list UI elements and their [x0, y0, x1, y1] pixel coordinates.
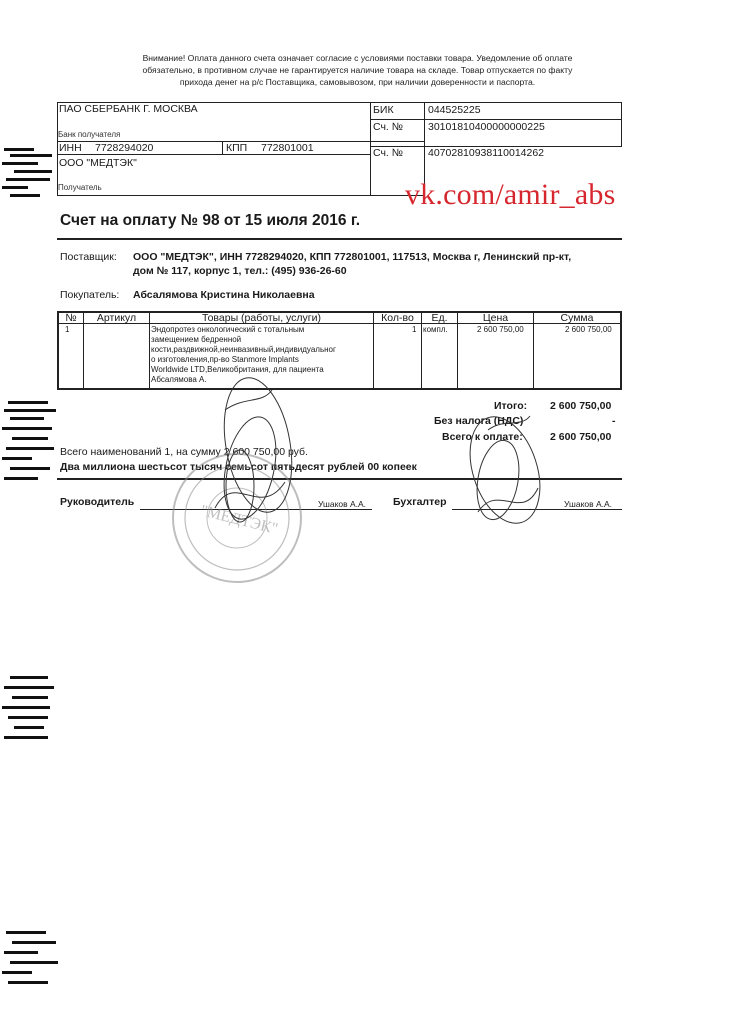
kpp-value: 772801001 — [261, 142, 314, 154]
notice-line-2: обязательно, в противном случае не гарантируется наличие товара на складе. Товар отпускается по факту — [142, 65, 573, 75]
invoice-title: Счет на оплату № 98 от 15 июля 2016 г. — [60, 212, 361, 229]
director-signature — [215, 372, 302, 523]
scan-smudge-middle — [0, 395, 60, 485]
supplier-line-1: ООО "МЕДТЭК", ИНН 7728294020, КПП 772801001, 117513, Москва г, Ленинский пр-кт, — [133, 251, 572, 263]
stamp-text: "МЕДТЭК" — [198, 502, 280, 538]
scan-smudge-bottom — [0, 925, 60, 995]
row-qty: 1 — [412, 325, 417, 334]
col-header-num: № — [65, 312, 77, 324]
inn-label: ИНН — [59, 142, 82, 154]
vat-label: Без налога (НДС) — [434, 415, 524, 427]
row-sum: 2 600 750,00 — [565, 325, 612, 334]
bik-label: БИК — [373, 104, 394, 116]
col-header-price: Цена — [482, 312, 509, 324]
col-header-sum: Сумма — [560, 312, 594, 324]
col-header-goods: Товары (работы, услуги) — [202, 312, 321, 324]
account-label: Сч. № — [373, 147, 404, 159]
corr-account-label: Сч. № — [373, 121, 404, 133]
accountant-name: Ушаков А.А. — [564, 499, 613, 509]
col-header-qty: Кол-во — [381, 312, 414, 324]
director-label: Руководитель — [60, 496, 135, 508]
buyer-name: Абсалямова Кристина Николаевна — [133, 289, 315, 301]
corr-account-value: 30101810400000000225 — [428, 121, 545, 133]
account-value: 40702810938110014262 — [428, 147, 545, 159]
col-header-unit: Ед. — [431, 312, 448, 324]
recipient-name: ООО "МЕДТЭК" — [59, 157, 137, 169]
total-value: 2 600 750,00 — [550, 400, 612, 412]
kpp-label: КПП — [226, 142, 248, 154]
supplier-line-2: дом № 117, корпус 1, тел.: (495) 936-26-60 — [133, 265, 347, 277]
notice-line-1: Внимание! Оплата данного счета означает согласие с условиями поставки товара. Уведомление об оплате — [142, 53, 573, 63]
inn-value: 7728294020 — [95, 142, 154, 154]
items-count-summary: Всего наименований 1, на сумму 2 600 750,00 руб. — [60, 446, 308, 458]
bank-label: Банк получателя — [58, 130, 121, 139]
row-unit: компл. — [423, 325, 448, 334]
notice-line-3: прихода денег на р/с Поставщика, самовывозом, при наличии доверенности и паспорта. — [179, 77, 536, 87]
recipient-label: Получатель — [58, 183, 102, 192]
bik-value: 044525225 — [428, 104, 481, 116]
bank-name: ПАО СБЕРБАНК Г. МОСКВА — [59, 103, 198, 115]
total-label: Итого: — [494, 400, 528, 412]
pay-total-value: 2 600 750,00 — [550, 431, 612, 443]
vat-value: - — [612, 415, 616, 427]
row-price: 2 600 750,00 — [477, 325, 524, 334]
accountant-signature — [458, 408, 553, 532]
buyer-label: Покупатель: — [60, 289, 120, 301]
director-name: Ушаков А.А. — [318, 499, 367, 509]
row-description: Эндопротез онкологический с тотальным замещением бедренной кости,раздвижной,неинвазивный,индивидуальног о изготовления,пр-во Stanmore Implants Worldwide LTD,Великобритания, для пациента Абсалямова А. — [151, 325, 336, 384]
col-header-article: Артикул — [96, 312, 137, 324]
pay-total-label: Всего к оплате: — [442, 431, 523, 443]
scan-smudge-lower — [0, 670, 60, 750]
watermark-text: vk.com/amir_abs — [405, 178, 616, 211]
supplier-label: Поставщик: — [60, 251, 117, 263]
amount-in-words: Два миллиона шестьсот тысяч семьсот пятьдесят рублей 00 копеек — [60, 461, 417, 473]
accountant-label: Бухгалтер — [393, 496, 447, 508]
row-num: 1 — [65, 325, 70, 334]
scan-smudge-top — [0, 140, 60, 200]
